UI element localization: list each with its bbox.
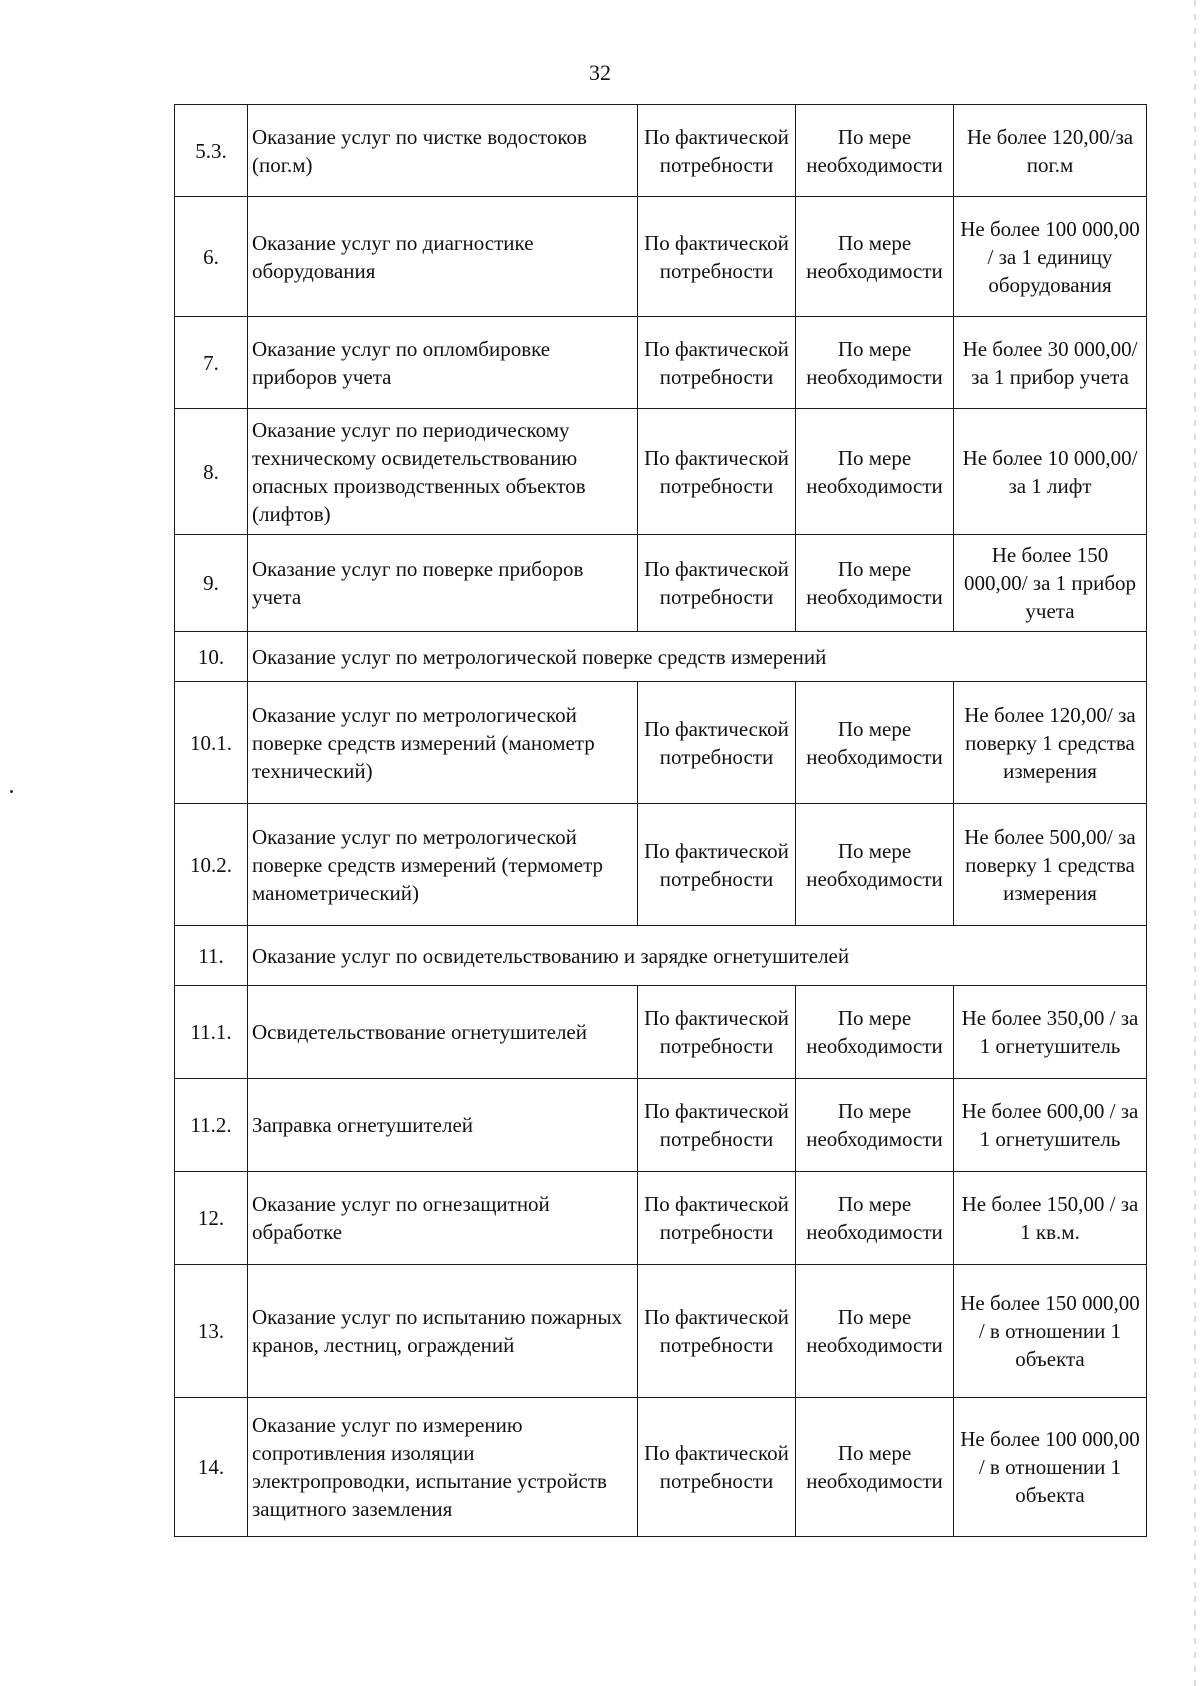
row-number: 7. xyxy=(175,317,248,409)
table-row xyxy=(175,317,1147,409)
service-name: Оказание услуг по измерению сопротивления изоляции электропроводки, испытание устройств защитного заземления xyxy=(248,1398,638,1537)
service-periodicity: По мере необходимости xyxy=(796,804,954,926)
service-name: Оказание услуг по метрологической поверке средств измерений (термометр манометрический) xyxy=(248,804,638,926)
service-name: Оказание услуг по испытанию пожарных кранов, лестниц, ограждений xyxy=(248,1265,638,1398)
service-volume: По фактической потребности xyxy=(638,1079,796,1172)
row-number: 10.1. xyxy=(175,682,248,804)
row-number: 13. xyxy=(175,1265,248,1398)
table-row xyxy=(175,682,1147,804)
service-name: Оказание услуг по периодическому техническому освидетельствованию опасных производственных объектов (лифтов) xyxy=(248,409,638,535)
service-price: Не более 30 000,00/ за 1 прибор учета xyxy=(954,317,1147,409)
service-price: Не более 150,00 / за 1 кв.м. xyxy=(954,1172,1147,1265)
service-volume: По фактической потребности xyxy=(638,317,796,409)
table-row xyxy=(175,1172,1147,1265)
service-periodicity: По мере необходимости xyxy=(796,409,954,535)
row-number: 10.2. xyxy=(175,804,248,926)
row-number: 5.3. xyxy=(175,105,248,197)
row-number: 11.1. xyxy=(175,986,248,1079)
table-section-row xyxy=(175,926,1147,986)
table-row xyxy=(175,105,1147,197)
service-volume: По фактической потребности xyxy=(638,197,796,317)
service-name: Заправка огнетушителей xyxy=(248,1079,638,1172)
service-periodicity: По мере необходимости xyxy=(796,1079,954,1172)
section-title: Оказание услуг по метрологической поверке средств измерений xyxy=(248,632,1147,682)
service-volume: По фактической потребности xyxy=(638,804,796,926)
service-price: Не более 10 000,00/ за 1 лифт xyxy=(954,409,1147,535)
table-section-row xyxy=(175,632,1147,682)
service-name: Оказание услуг по диагностике оборудования xyxy=(248,197,638,317)
table-row xyxy=(175,986,1147,1079)
service-price: Не более 600,00 / за 1 огнетушитель xyxy=(954,1079,1147,1172)
service-volume: По фактической потребности xyxy=(638,1172,796,1265)
table-row xyxy=(175,1265,1147,1398)
row-number: 11. xyxy=(175,926,248,986)
service-periodicity: По мере необходимости xyxy=(796,105,954,197)
service-volume: По фактической потребности xyxy=(638,409,796,535)
row-number: 8. xyxy=(175,409,248,535)
service-price: Не более 100 000,00 / в отношении 1 объекта xyxy=(954,1398,1147,1537)
service-price: Не более 350,00 / за 1 огнетушитель xyxy=(954,986,1147,1079)
service-volume: По фактической потребности xyxy=(638,682,796,804)
table-row xyxy=(175,804,1147,926)
table-row xyxy=(175,409,1147,535)
service-name: Оказание услуг по чистке водостоков (пог.м) xyxy=(248,105,638,197)
service-volume: По фактической потребности xyxy=(638,1398,796,1537)
row-number: 12. xyxy=(175,1172,248,1265)
service-periodicity: По мере необходимости xyxy=(796,682,954,804)
service-name: Оказание услуг по огнезащитной обработке xyxy=(248,1172,638,1265)
service-periodicity: По мере необходимости xyxy=(796,535,954,632)
row-number: 11.2. xyxy=(175,1079,248,1172)
scan-dot xyxy=(10,790,13,793)
service-volume: По фактической потребности xyxy=(638,105,796,197)
service-name: Оказание услуг по метрологической поверке средств измерений (манометр технический) xyxy=(248,682,638,804)
row-number: 14. xyxy=(175,1398,248,1537)
row-number: 6. xyxy=(175,197,248,317)
service-periodicity: По мере необходимости xyxy=(796,197,954,317)
service-price: Не более 120,00/ за поверку 1 средства измерения xyxy=(954,682,1147,804)
service-periodicity: По мере необходимости xyxy=(796,317,954,409)
table-row xyxy=(175,535,1147,632)
scan-edge-mark xyxy=(1194,0,1196,1686)
service-name: Освидетельствование огнетушителей xyxy=(248,986,638,1079)
service-price: Не более 100 000,00 / за 1 единицу оборудования xyxy=(954,197,1147,317)
page-number: 32 xyxy=(589,60,611,85)
service-periodicity: По мере необходимости xyxy=(796,986,954,1079)
service-price: Не более 120,00/за пог.м xyxy=(954,105,1147,197)
service-volume: По фактической потребности xyxy=(638,1265,796,1398)
service-periodicity: По мере необходимости xyxy=(796,1398,954,1537)
table-row xyxy=(175,197,1147,317)
section-title: Оказание услуг по освидетельствованию и зарядке огнетушителей xyxy=(248,926,1147,986)
table-row xyxy=(175,1398,1147,1537)
service-periodicity: По мере необходимости xyxy=(796,1172,954,1265)
service-price: Не более 500,00/ за поверку 1 средства измерения xyxy=(954,804,1147,926)
service-price: Не более 150 000,00 / в отношении 1 объекта xyxy=(954,1265,1147,1398)
service-volume: По фактической потребности xyxy=(638,986,796,1079)
row-number: 10. xyxy=(175,632,248,682)
service-price: Не более 150 000,00/ за 1 прибор учета xyxy=(954,535,1147,632)
services-table xyxy=(174,104,1147,1537)
table-row xyxy=(175,1079,1147,1172)
service-name: Оказание услуг по опломбировке приборов учета xyxy=(248,317,638,409)
service-volume: По фактической потребности xyxy=(638,535,796,632)
row-number: 9. xyxy=(175,535,248,632)
service-periodicity: По мере необходимости xyxy=(796,1265,954,1398)
service-name: Оказание услуг по поверке приборов учета xyxy=(248,535,638,632)
